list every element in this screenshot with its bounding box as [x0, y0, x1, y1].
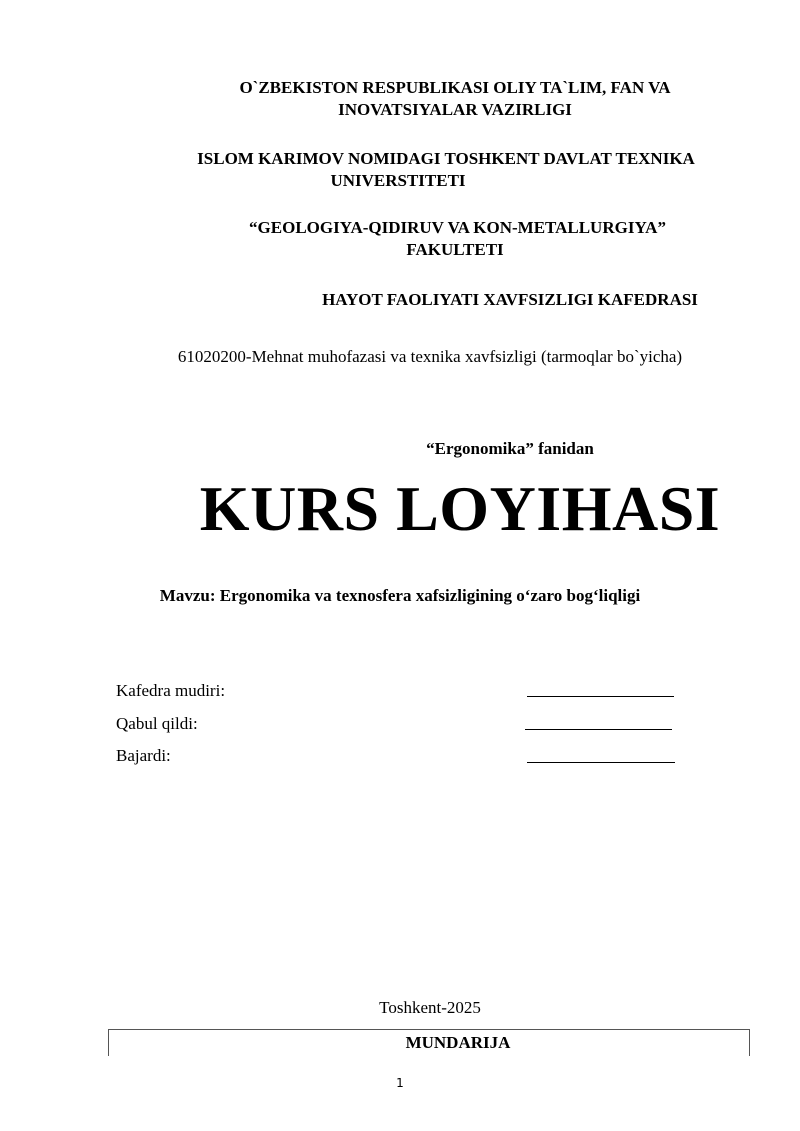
ministry-line-2: INOVATSIYALAR VAZIRLIGI — [338, 100, 572, 119]
topic-text: Mavzu: Ergonomika va texnosfera xafsizligining o‘zaro bog‘liqligi — [159, 586, 641, 605]
faculty-heading — [100, 217, 700, 261]
city-year: Toshkent-2025 — [379, 998, 481, 1017]
department-heading: HAYOT FAOLIYATI XAVFSIZLIGI KAFEDRASI — [322, 290, 698, 309]
signature-line-head — [527, 696, 674, 697]
contents-heading: MUNDARIJA — [405, 1033, 511, 1052]
specialty-line: 61020200-Mehnat muhofazasi va texnika xavfsizligi (tarmoqlar bo`yicha) — [177, 347, 683, 366]
subject-line: “Ergonomika” fanidan — [426, 439, 594, 458]
signature-label-performed: Bajardi: — [116, 746, 171, 765]
signature-label-head: Kafedra mudiri: — [116, 681, 226, 700]
page-number: 1 — [396, 1076, 404, 1090]
faculty-line-2: FAKULTETI — [406, 240, 504, 259]
faculty-line-1: “GEOLOGIYA-QIDIRUV VA KON-METALLURGIYA” — [249, 218, 666, 237]
signature-line-performed — [527, 762, 675, 763]
signature-line-accepted — [525, 729, 672, 730]
ministry-line-1: O`ZBEKISTON RESPUBLIKASI OLIY TA`LIM, FAN VA — [239, 78, 671, 97]
topic-line — [60, 585, 800, 607]
ministry-heading — [100, 77, 700, 121]
university-heading — [100, 148, 700, 192]
signature-label-accepted: Qabul qildi: — [116, 714, 198, 733]
university-line-2: UNIVERSTITETI — [330, 171, 466, 190]
university-line-1: ISLOM KARIMOV NOMIDAGI TOSHKENT DAVLAT TEXNIKA — [197, 149, 695, 168]
document-title: KURS LOYIHASI — [199, 473, 721, 544]
